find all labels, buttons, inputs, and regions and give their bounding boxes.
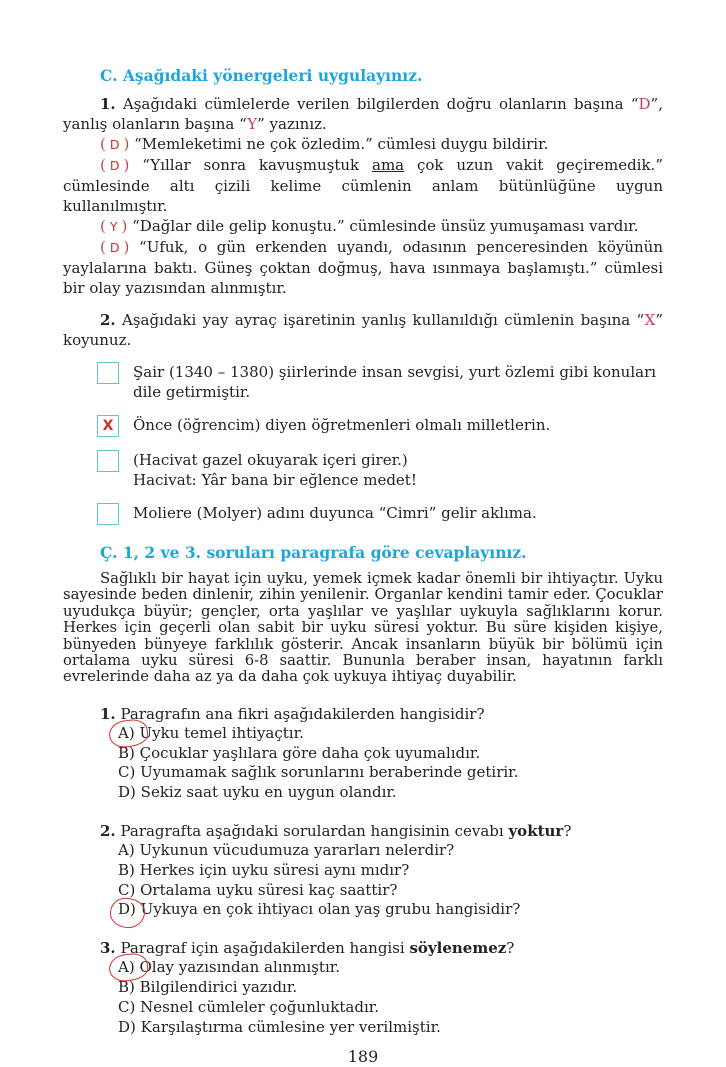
option-text: Olay yazısından alınmıştır. [139,958,341,977]
underlined-word: ama [372,156,405,174]
instruction-text: ” yazınız. [257,115,327,133]
checkbox-item [63,415,663,437]
statement-text: “Dağlar dile gelip konuştu.” cümlesinde ünsüz yumuşaması vardır. [132,217,639,235]
open-paren: ( [100,238,106,256]
checkbox-item-text [133,450,663,490]
true-false-item [63,237,663,298]
handwritten-answer-d: D [109,137,120,152]
option-text: Uykunun vücudumuza yararları nelerdir? [139,841,455,860]
answer-checkbox[interactable] [97,415,119,437]
answer-slot[interactable] [100,217,127,235]
checkbox-list [63,362,663,525]
statement-text: “Ufuk, o gün erkenden uyandı, odasının penceresinden köyünün yaylalarına baktı. Güneş çoktan doğmuş, hava ısınmaya başlamıştı.” cümlesi bir olay yazısından alınmıştır. [63,238,663,297]
option-text: Uyku temel ihtiyaçtır. [139,723,304,742]
option-c[interactable] [63,763,663,783]
answer-slot[interactable] [100,156,129,174]
question-stem: Paragraf için aşağıdakilerden hangisi [120,939,410,958]
option-a[interactable] [63,958,663,978]
checkbox-item-text [133,415,663,437]
sentence-line: Hacivat: Yâr bana bir eğlence medet! [133,471,417,489]
instruction-text: ” koyunuz. [63,311,663,349]
checkbox-item-text [133,503,663,525]
option-text: Uyumamak sağlık sorunlarını beraberinde getirir. [140,763,519,782]
section-c-title: C. Aşağıdaki yönergeleri uygulayınız. [100,66,423,85]
question-number: 3. [100,939,116,958]
question-number: 1. [100,704,116,723]
handwritten-x-mark: X [102,418,114,434]
option-letter: D) [118,783,136,802]
question-stem: Paragrafta aşağıdaki sorulardan hangisinin cevabı [120,822,509,841]
true-false-item [63,155,663,216]
section-cedilla-title: Ç. 1, 2 ve 3. soruları paragrafa göre cevaplayınız. [100,543,527,562]
answer-checkbox[interactable] [97,362,119,384]
handwritten-answer-d: D [109,158,120,173]
exercise1-number: 1. [100,95,116,113]
option-text: Nesnel cümleler çoğunluktadır. [140,997,380,1016]
question-bold-word: yoktur [508,822,564,841]
statement-text: çok uzun vakit geçiremedik.” cümlesinde altı çizili kelime cümlenin anlam bütünlüğüne uygun kullanılmıştır. [63,156,663,215]
close-paren: ) [123,238,130,256]
question-text [63,938,663,958]
option-b[interactable] [63,978,663,998]
option-a[interactable] [63,841,663,861]
reading-paragraph: Sağlıklı bir hayat için uyku, yemek içmek kadar önemli bir ihtiyaçtır. Uyku sayesinde beden dinlenir, zihin yenilenir. Organlar kendini tamir eder. Çocuklar uyudukça büyür; gençler, orta yaşlılar ve yaşlılar uykuyla sağlıklarını korur. Herkes için geçerli olan sabit bir uyku süresi yoktur. Bu süre kişiden kişiye, bünyeden bünyeye farklılık gösterir. Ancak insanların büyük bir bölümü için ortalama uyku süresi 6-8 saattir. Bununla beraber insan, hayatının farklı evrelerinde daha az ya da daha çok uykuya ihtiyaç duyabilir. [63,570,663,686]
option-d[interactable] [63,1018,663,1038]
handwritten-answer-y: Y [109,219,118,234]
option-letter: A) [118,841,135,860]
option-letter: D) [118,1017,136,1036]
exercise1-instruction [63,94,663,134]
option-letter: D) [118,900,136,920]
statement-text: “Memleketimi ne çok özledim.” cümlesi duygu bildirir. [134,135,549,153]
question-bold-word: söylenemez [409,939,507,958]
option-b[interactable] [63,861,663,881]
open-paren: ( [100,217,106,235]
exercise2-number: 2. [100,311,116,329]
open-paren: ( [100,135,106,153]
option-text: Uykuya en çok ihtiyacı olan yaş grubu hangisidir? [140,900,521,919]
page-number: 189 [347,1047,379,1067]
true-false-item [63,216,663,237]
option-text: Karşılaştırma cümlesine yer verilmiştir. [140,1017,441,1036]
open-paren: ( [100,156,106,174]
question-text [63,821,663,841]
sentence-line: (Hacivat gazel okuyarak içeri girer.) [133,451,408,469]
instruction-text: ”, yanlış olanların başına “ [63,95,663,133]
sentence-line: Moliere (Molyer) adını duyunca “Cimri” gelir aklıma. [133,504,537,522]
question-2 [63,821,663,920]
instruction-text: Aşağıdaki cümlelerde verilen bilgilerden doğru olanların başına “ [122,95,639,113]
option-text: Herkes için uyku süresi aynı mıdır? [139,860,410,879]
answer-checkbox[interactable] [97,503,119,525]
option-letter: B) [118,978,135,997]
exercise2-instruction [63,310,663,350]
question-number: 2. [100,822,116,841]
option-letter: C) [118,997,136,1016]
option-c[interactable] [63,881,663,901]
option-letter: B) [118,743,135,762]
answer-checkbox[interactable] [97,450,119,472]
page-content [63,66,663,1067]
question-3 [63,938,663,1037]
close-paren: ) [123,135,130,153]
sentence-line: Şair (1340 – 1380) şiirlerinde insan sevgisi, yurt özlemi gibi konuları dile getirmiştir. [133,363,657,401]
checkbox-item [63,503,663,525]
checkbox-item [63,450,663,490]
question-stem: Paragrafın ana fikri aşağıdakilerden hangisidir? [120,704,485,723]
emphasis-letter-d: D [638,95,651,113]
checkbox-item-text [133,362,663,402]
option-letter: A) [118,958,135,978]
checkbox-item [63,362,663,402]
option-d[interactable] [63,783,663,803]
handwritten-answer-d: D [109,240,120,255]
question-1 [63,704,663,803]
option-letter: A) [118,724,135,744]
answer-slot[interactable] [100,238,129,256]
statement-text: “Yıllar sonra kavuşmuştuk [142,156,372,174]
emphasis-letter-y: Y [247,115,258,133]
option-text: Sekiz saat uyku en uygun olandır. [140,783,397,802]
option-b[interactable] [63,744,663,764]
option-text: Ortalama uyku süresi kaç saattir? [140,880,398,899]
sentence-line: Önce (öğrencim) diyen öğretmenleri olmalı milletlerin. [133,416,551,434]
option-d[interactable] [63,900,663,920]
option-text: Çocuklar yaşlılara göre daha çok uyumalıdır. [139,743,481,762]
question-stem: ? [563,822,572,841]
option-text: Bilgilendirici yazıdır. [139,978,298,997]
instruction-text: Aşağıdaki yay ayraç işaretinin yanlış kullanıldığı cümlenin başına “ [122,311,645,329]
emphasis-letter-x: X [644,311,656,329]
option-c[interactable] [63,998,663,1018]
question-stem: ? [506,939,515,958]
question-text [63,704,663,724]
option-letter: C) [118,763,136,782]
option-a[interactable] [63,724,663,744]
close-paren: ) [121,217,128,235]
true-false-item [63,134,663,155]
answer-slot[interactable] [100,135,129,153]
close-paren: ) [123,156,130,174]
option-letter: B) [118,860,135,879]
option-letter: C) [118,880,136,899]
